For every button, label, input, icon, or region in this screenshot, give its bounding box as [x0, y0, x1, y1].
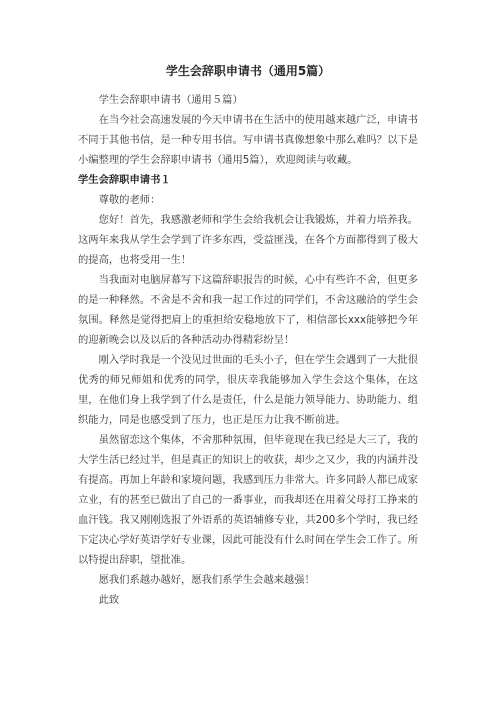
intro-paragraph: 在当今社会高速发展的今天申请书在生活中的使用越来越广泛，申请书不同于其他书信，是一种专用书信。写申请书真像想象中那么难吗？以下是小编整理的学生会辞职申请书（通用5篇），欢迎阅读与收藏。 [78, 114, 418, 166]
body-paragraph-3: 刚入学时我是一个没见过世面的毛头小子，但在学生会遇到了一大批很优秀的师兄师姐和优秀的同学，很庆幸我能够加入学生会这个集体，在这里，在他们身上我学到了什么是责任，什么是能力领导能力、协助能力、组织能力，同是也感受到了压力，也正是压力让我不断前进。 [78, 354, 418, 426]
body-paragraph-5: 愿我们系越办越好，愿我们系学生会越来越强！ [98, 574, 315, 586]
document-title: 学生会辞职申请书（通用5篇） [165, 64, 331, 78]
salutation: 尊敬的老师： [98, 194, 161, 206]
body-paragraph-2: 当我面对电脑屏幕写下这篇辞职报告的时候，心中有些许不舍，但更多的是一种释然。不舍是不舍和我一起工作过的同学们，不舍这融洽的学生会氛围。释然是觉得把肩上的重担给安稳地放下了，相信部长xxx能够把今年的迎新晚会以及以后的各种活动办得精彩纷呈！ [78, 274, 418, 346]
closing-line: 此致 [98, 594, 120, 606]
document-page [78, 62, 418, 610]
intro-subtitle: 学生会辞职申请书（通用５篇） [98, 94, 243, 106]
section-heading: 学生会辞职申请书１ [78, 174, 171, 186]
body-paragraph-1: 您好！首先，我感激老师和学生会给我机会让我锻炼，并着力培养我。这两年来我从学生会学到了许多东西，受益匪浅，在各个方面都得到了极大的提高，也将受用一生！ [78, 214, 418, 266]
body-paragraph-4: 虽然留恋这个集体，不舍那种氛围，但毕竟现在我已经是大三了，我的大学生活已经过半，但是真正的知识上的收获，却少之又少，我的内涵并没有提高。再加上年龄和家境问题，我感到压力非常大。许多同龄人都已成家立业，有的甚至已做出了自己的一番事业，而我却还在用着父母打工挣来的血汗钱。我又刚刚选报了外语系的英语辅修专业，共200多个学时，我已经下定决心学好英语学好专业课，因此可能没有什么时间在学生会工作了。所以特提出辞职，望批准。 [78, 434, 418, 566]
